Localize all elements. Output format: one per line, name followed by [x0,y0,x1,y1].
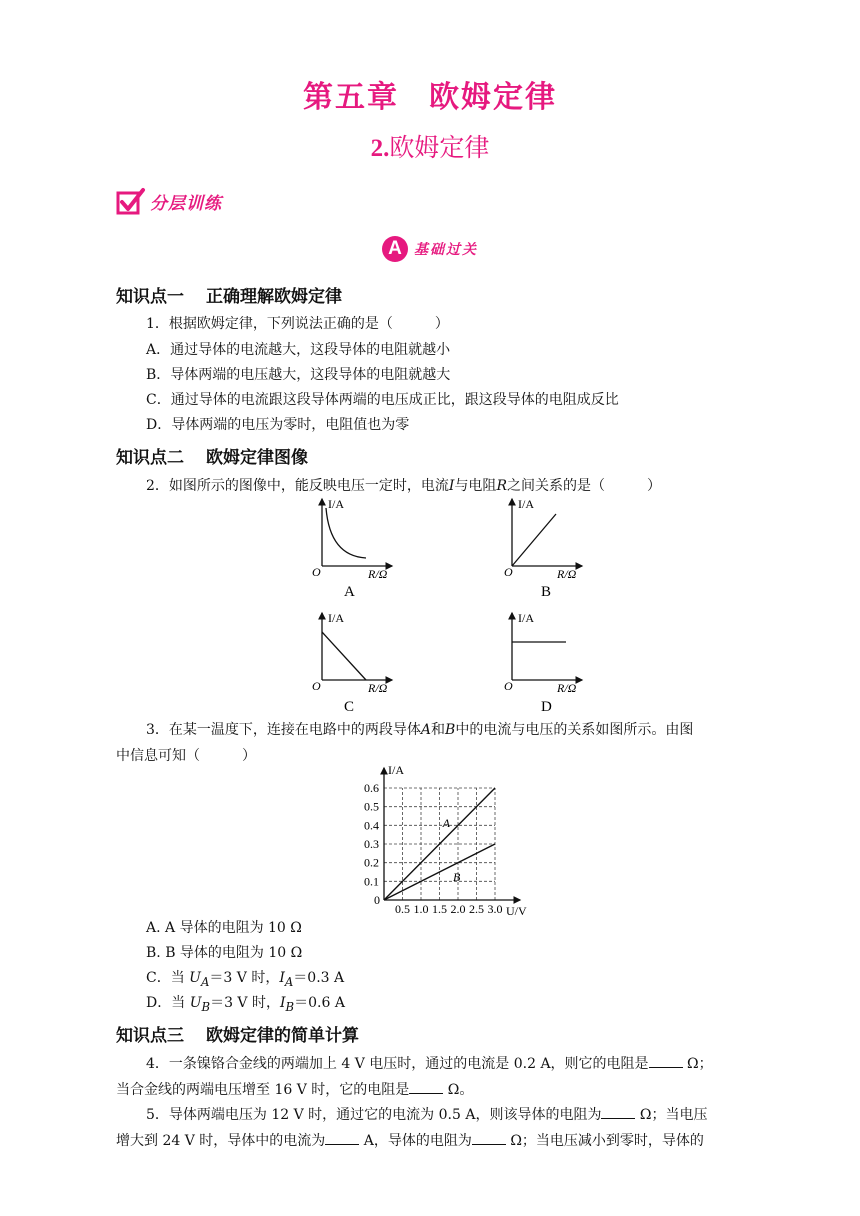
x-axis-label: R/Ω [557,681,577,695]
stem-text: A，导体的电阻为 [363,1133,472,1149]
question-1-option-b: B．导体两端的电压越大，这段导体的电阻就越大 [146,367,451,383]
chapter-name: 欧姆定律 [429,80,557,115]
graph-a [312,497,392,600]
val: ＝3 V 时， [210,995,280,1011]
y-axis-label: I/A [518,497,534,511]
graph-label-c: C [344,699,355,715]
var-i: I [448,478,455,494]
val: ＝0.6 A [294,995,345,1011]
chart-origin-label: 0 [374,893,380,907]
var-r: R [496,478,507,494]
x-tick-label: 3.0 [487,902,503,916]
series-label-a: A [442,815,450,830]
x-axis-label: R/Ω [368,567,388,581]
section-title [0,128,860,164]
stem-text: C．当 [146,970,185,986]
chart-x-label: U/V [506,904,527,918]
sub: A [200,974,210,989]
stem-text: Ω；当电压减小到零时，导体的 [510,1133,704,1149]
sym-u: U [189,995,202,1011]
origin-label: O [312,565,321,579]
question-4-line1 [146,1053,713,1073]
layer-training-banner [116,186,222,216]
question-1-option-a: A．通过导体的电流越大，这段导体的电阻就越小 [146,342,451,358]
kp-title: 正确理解欧姆定律 [206,287,342,307]
x-axis-label: R/Ω [368,681,388,695]
y-axis-label: I/A [518,611,534,625]
chapter-title [0,72,860,116]
graph-label-b: B [541,584,552,600]
y-tick-label: 0.1 [364,874,379,889]
graph-c [312,611,392,715]
stem-text: 和 [431,722,446,738]
val: ＝0.3 A [293,970,345,986]
answer-blank[interactable] [601,1106,635,1119]
question-3-option-a: A. A 导体的电阻为 10 Ω [146,920,302,936]
y-tick-label: 0.6 [364,781,379,795]
y-axis-label: I/A [328,497,344,511]
val: ＝3 V 时， [209,970,280,986]
stem-text: 当合金线的两端电压增至 16 V 时，它的电阻是 [116,1082,410,1098]
section-number: 2. [370,135,390,162]
question-3-option-c [146,967,344,989]
series-label-b: B [453,870,461,885]
x-tick-label: 1.0 [413,902,429,916]
question-3-option-d [146,992,345,1014]
question-3-option-b: B. B 导体的电阻为 10 Ω [146,945,303,961]
chart-y-label: I/A [388,763,404,777]
answer-blank[interactable] [325,1132,359,1145]
banner-label: 分层训练 [150,193,222,214]
stem-text: 5．导体两端电压为 12 V 时，通过它的电流为 0.5 A，则该导体的电阻为 [146,1107,602,1123]
sym-u: U [189,970,201,986]
x-tick-label: 2.5 [469,902,484,916]
answer-blank[interactable] [472,1132,506,1145]
unit: Ω。 [447,1082,474,1098]
checkbox-check-icon [116,187,146,215]
chapter-number: 第五章 [303,80,399,115]
y-tick-label: 0.3 [364,837,379,851]
sub: B [201,999,211,1014]
unit: Ω； [687,1056,713,1072]
graph-label-a: A [344,584,355,600]
question-5-line1 [146,1104,708,1124]
sub: B [285,999,295,1014]
kp-label: 知识点二 [116,448,184,468]
sym-i: I [279,970,285,986]
graph-b [504,497,582,600]
answer-blank[interactable] [409,1081,443,1094]
graph-d [504,611,582,715]
question-2-stem [146,475,661,495]
kp-label: 知识点一 [116,287,184,307]
question-5-line2 [116,1130,704,1150]
question-4-line2 [116,1079,473,1099]
origin-label: O [504,565,513,579]
answer-blank[interactable] [649,1055,683,1068]
knowledge-point-1 [116,282,342,307]
question-2-graphs [300,494,610,724]
sub: A [284,974,294,989]
stem-text: 与电阻 [454,478,497,494]
kp-label: 知识点三 [116,1026,184,1046]
graph-label-d: D [541,699,552,715]
origin-label: O [312,679,321,693]
y-tick-label: 0.5 [364,799,379,814]
y-axis-label: I/A [328,611,344,625]
stem-text: 2．如图所示的图像中，能反映电压一定时，电流 [146,478,449,494]
kp-title: 欧姆定律的简单计算 [206,1026,359,1046]
stem-text: 中的电流与电压的关系如图所示。由图 [455,722,694,738]
stem-text: 3．在某一温度下，连接在电路中的两段导体 [146,722,421,738]
kp-title: 欧姆定律图像 [206,448,308,468]
question-1-option-c: C．通过导体的电流跟这段导体两端的电压成正比，跟这段导体的电阻成反比 [146,392,619,408]
knowledge-point-2 [116,443,308,468]
origin-label: O [504,679,513,693]
iu-chart [340,760,540,918]
sym-i: I [280,995,286,1011]
stem-text: 之间关系的是（ ） [506,478,661,494]
var-b: B [445,722,456,738]
section-name: 欧姆定律 [389,133,490,162]
question-1-stem: 1．根据欧姆定律，下列说法正确的是（ ） [146,316,449,332]
x-tick-label: 0.5 [395,902,410,916]
knowledge-point-3 [116,1021,359,1046]
x-axis-label: R/Ω [557,567,577,581]
y-tick-label: 0.2 [364,855,379,870]
stem-text: D．当 [146,995,186,1011]
stem-text: Ω；当电压 [639,1107,708,1123]
question-3-stem-line1 [146,719,693,739]
level-label: 基础过关 [414,242,478,258]
level-badge [0,236,860,262]
stem-text: 4．一条镍铬合金线的两端加上 4 V 电压时，通过的电流是 0.2 A，则它的电阻是 [146,1056,649,1072]
stem-text: 增大到 24 V 时，导体中的电流为 [116,1133,326,1149]
level-letter-icon: A [382,236,408,262]
question-1-option-d: D．导体两端的电压为零时，电阻值也为零 [146,417,410,433]
x-tick-label: 2.0 [450,902,466,916]
question-3-stem-line2: 中信息可知（ ） [116,748,256,764]
x-tick-label: 1.5 [432,902,447,916]
y-tick-label: 0.4 [364,818,379,833]
var-a: A [420,722,432,738]
